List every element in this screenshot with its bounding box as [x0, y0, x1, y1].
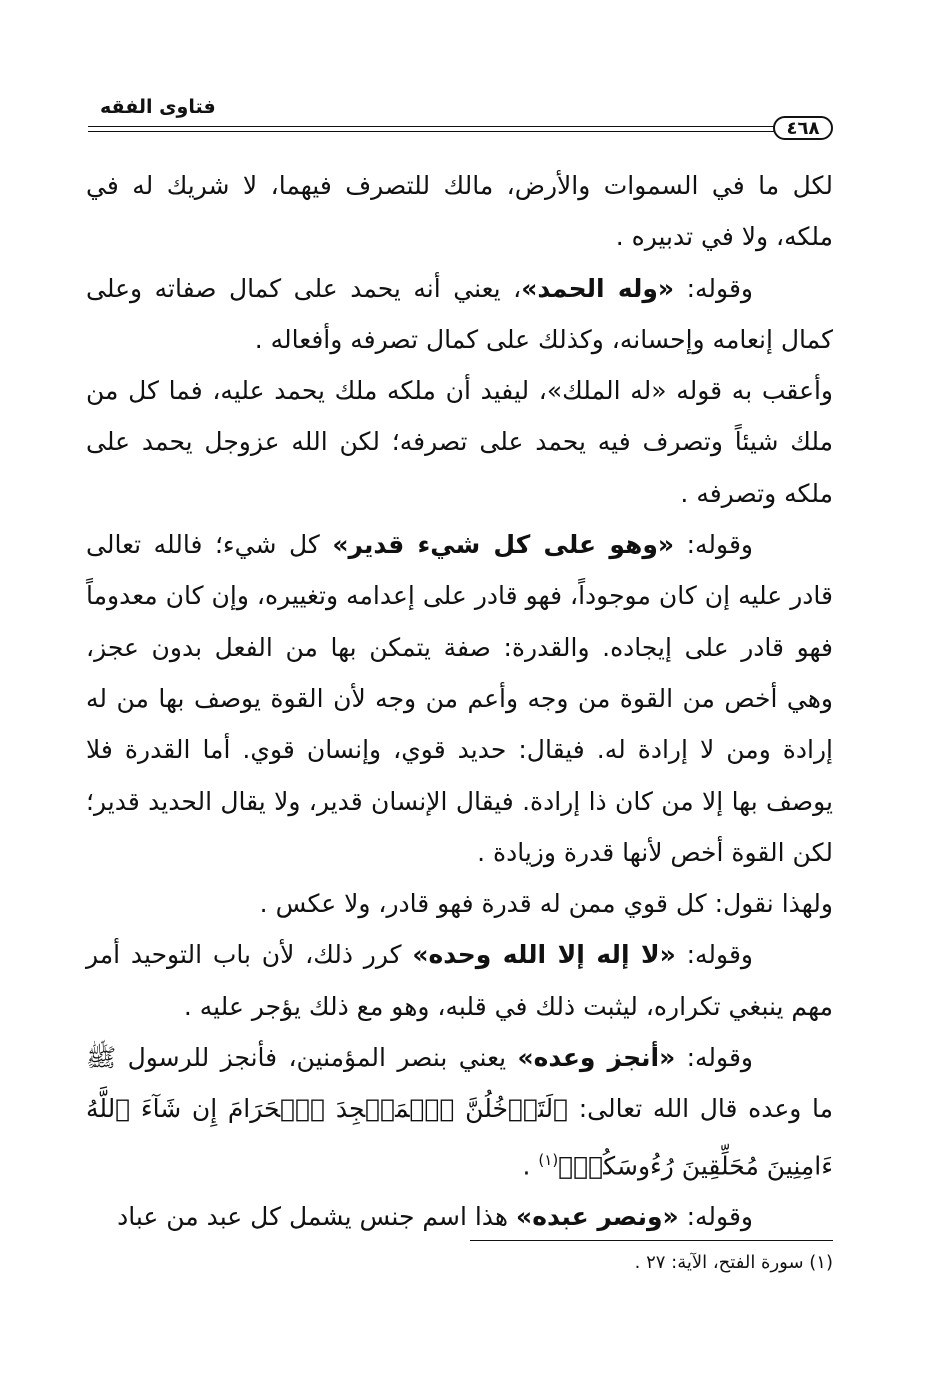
paragraph-7-quote: «أنجز وعده»: [517, 1043, 676, 1073]
running-header-title: فتاوى الفقه: [100, 96, 216, 118]
paragraph-3: وأعقب به قوله «له الملك»، ليفيد أن ملكه ملك يحمد عليه، فما كل من ملك شيئاً وتصرف فيه يحمد على تصرفه؛ لكن الله عزوجل يحمد على ملكه وتصرفه .: [86, 376, 833, 508]
paragraph-2: [86, 263, 833, 366]
paragraph-7-lead: وقوله:: [675, 1043, 753, 1073]
paragraph-8: [86, 1191, 833, 1242]
page-number-badge: ٤٦٨: [773, 116, 833, 140]
paragraph-4: [86, 519, 833, 878]
paragraph-7: [86, 1032, 833, 1191]
paragraph-1: لكل ما في السموات والأرض، مالك للتصرف فيهما، لا شريك له في ملكه، ولا في تدبيره .: [86, 171, 833, 252]
paragraph-5: ولهذا نقول: كل قوي ممن له قدرة فهو قادر، ولا عكس .: [259, 889, 833, 919]
paragraph-6-text: كرر ذلك، لأن باب التوحيد أمر مهم ينبغي تكراره، ليثبت ذلك في قلبه، وهو مع ذلك يؤجر عليه .: [86, 940, 833, 1021]
header-double-rule: [88, 126, 778, 132]
paragraph-4-text: كل شيء؛ فالله تعالى قادر عليه إن كان موجوداً، فهو قادر على إعدامه وتغييره، وإن كان معدوماً فهو قادر على إيجاده. والقدرة: صفة يتمكن بها من الفعل بدون عجز، وهي أخص من القوة من وجه وأعم من وجه لأن القوة يوصف بها من له إرادة ومن لا إرادة له. فيقال: حديد قوي، وإنسان قوي. أما القدرة فلا يوصف بها إلا من كان ذا إرادة. فيقال الإنسان قدير، ولا يقال الحديد قدير؛ لكن القوة أخص لأنها قدرة وزيادة .: [86, 530, 833, 867]
paragraph-6: [86, 929, 833, 1032]
paragraph-8-text: هذا اسم جنس يشمل كل عبد من عباد: [117, 1202, 517, 1232]
paragraph-2-lead: وقوله:: [674, 273, 753, 303]
paragraph-4-lead: وقوله:: [674, 530, 753, 560]
main-text: [86, 160, 833, 1243]
paragraph-2-quote: «وله الحمد»: [521, 273, 675, 303]
paragraph-7-end: .: [522, 1150, 539, 1180]
footnote-marker[interactable]: (١): [538, 1150, 559, 1169]
paragraph-8-lead: وقوله:: [678, 1202, 753, 1232]
paragraph-7-text: يعني بنصر المؤمنين، فأنجز للرسول ﷺ ما وعده قال الله تعالى:: [86, 1043, 833, 1124]
quran-verse: ﴿لَتَدۡخُلُنَّ ٱلۡمَسۡجِدَ ٱلۡحَرَامَ إِن شَآءَ ٱللَّهُ ءَامِنِينَ مُحَلِّقِينَ رُءُوسَكُمۡ﴾: [86, 1094, 833, 1180]
paragraph-2-text: ، يعني أنه يحمد على كمال صفاته وعلى كمال إنعامه وإحسانه، وكذلك على كمال تصرفه وأفعاله .: [86, 273, 833, 354]
paragraph-8-quote: «ونصر عبده»: [516, 1202, 679, 1232]
paragraph-4-quote: «وهو على كل شيء قدير»: [332, 530, 675, 560]
footnote-text: (١) سورة الفتح، الآية: ٢٧ .: [634, 1252, 833, 1273]
paragraph-6-quote: «لا إله إلا الله وحده»: [412, 940, 676, 970]
footnote-separator: [470, 1240, 833, 1241]
paragraph-6-lead: وقوله:: [675, 940, 753, 970]
